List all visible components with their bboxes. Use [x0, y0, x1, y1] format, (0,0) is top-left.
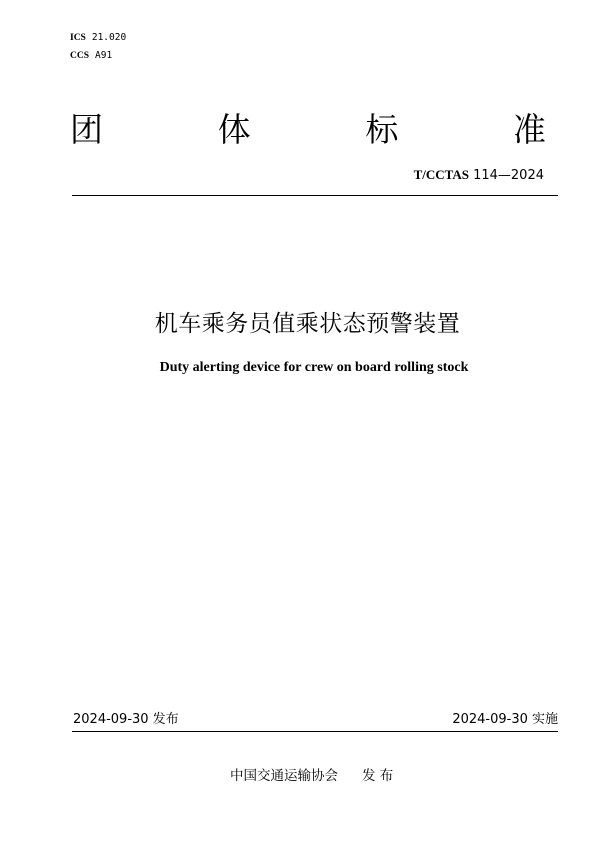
standard-type-char: 准	[512, 110, 546, 149]
standard-number-prefix: T/CCTAS	[413, 167, 469, 182]
standard-type-char: 标	[365, 110, 399, 149]
ics-value: 21.020	[91, 32, 127, 43]
ics-code-line	[70, 29, 126, 47]
implementation-date: 2024-09-30 实施	[452, 712, 558, 727]
standard-type-char: 团	[70, 110, 103, 149]
ics-label: ICS	[70, 33, 86, 43]
header-divider	[72, 195, 558, 196]
standard-number-value: 114—2024	[473, 168, 544, 183]
issuer-action: 发 布	[362, 768, 394, 784]
footer-divider	[72, 731, 558, 732]
ccs-code-line	[70, 47, 126, 65]
standard-type-char: 体	[217, 110, 251, 149]
standard-number	[414, 167, 544, 183]
release-date: 2024-09-30 发布	[73, 712, 179, 727]
ccs-value: A91	[95, 50, 113, 61]
english-title: Duty alerting device for crew on board rolling stock	[159, 360, 469, 375]
ccs-label: CCS	[70, 51, 90, 61]
classification-codes	[70, 29, 126, 65]
issuer-name: 中国交通运输协会	[230, 768, 338, 784]
standard-type-heading	[70, 108, 546, 152]
issuer-line	[230, 766, 393, 786]
chinese-title: 机车乘务员值乘状态预警装置	[154, 311, 461, 337]
